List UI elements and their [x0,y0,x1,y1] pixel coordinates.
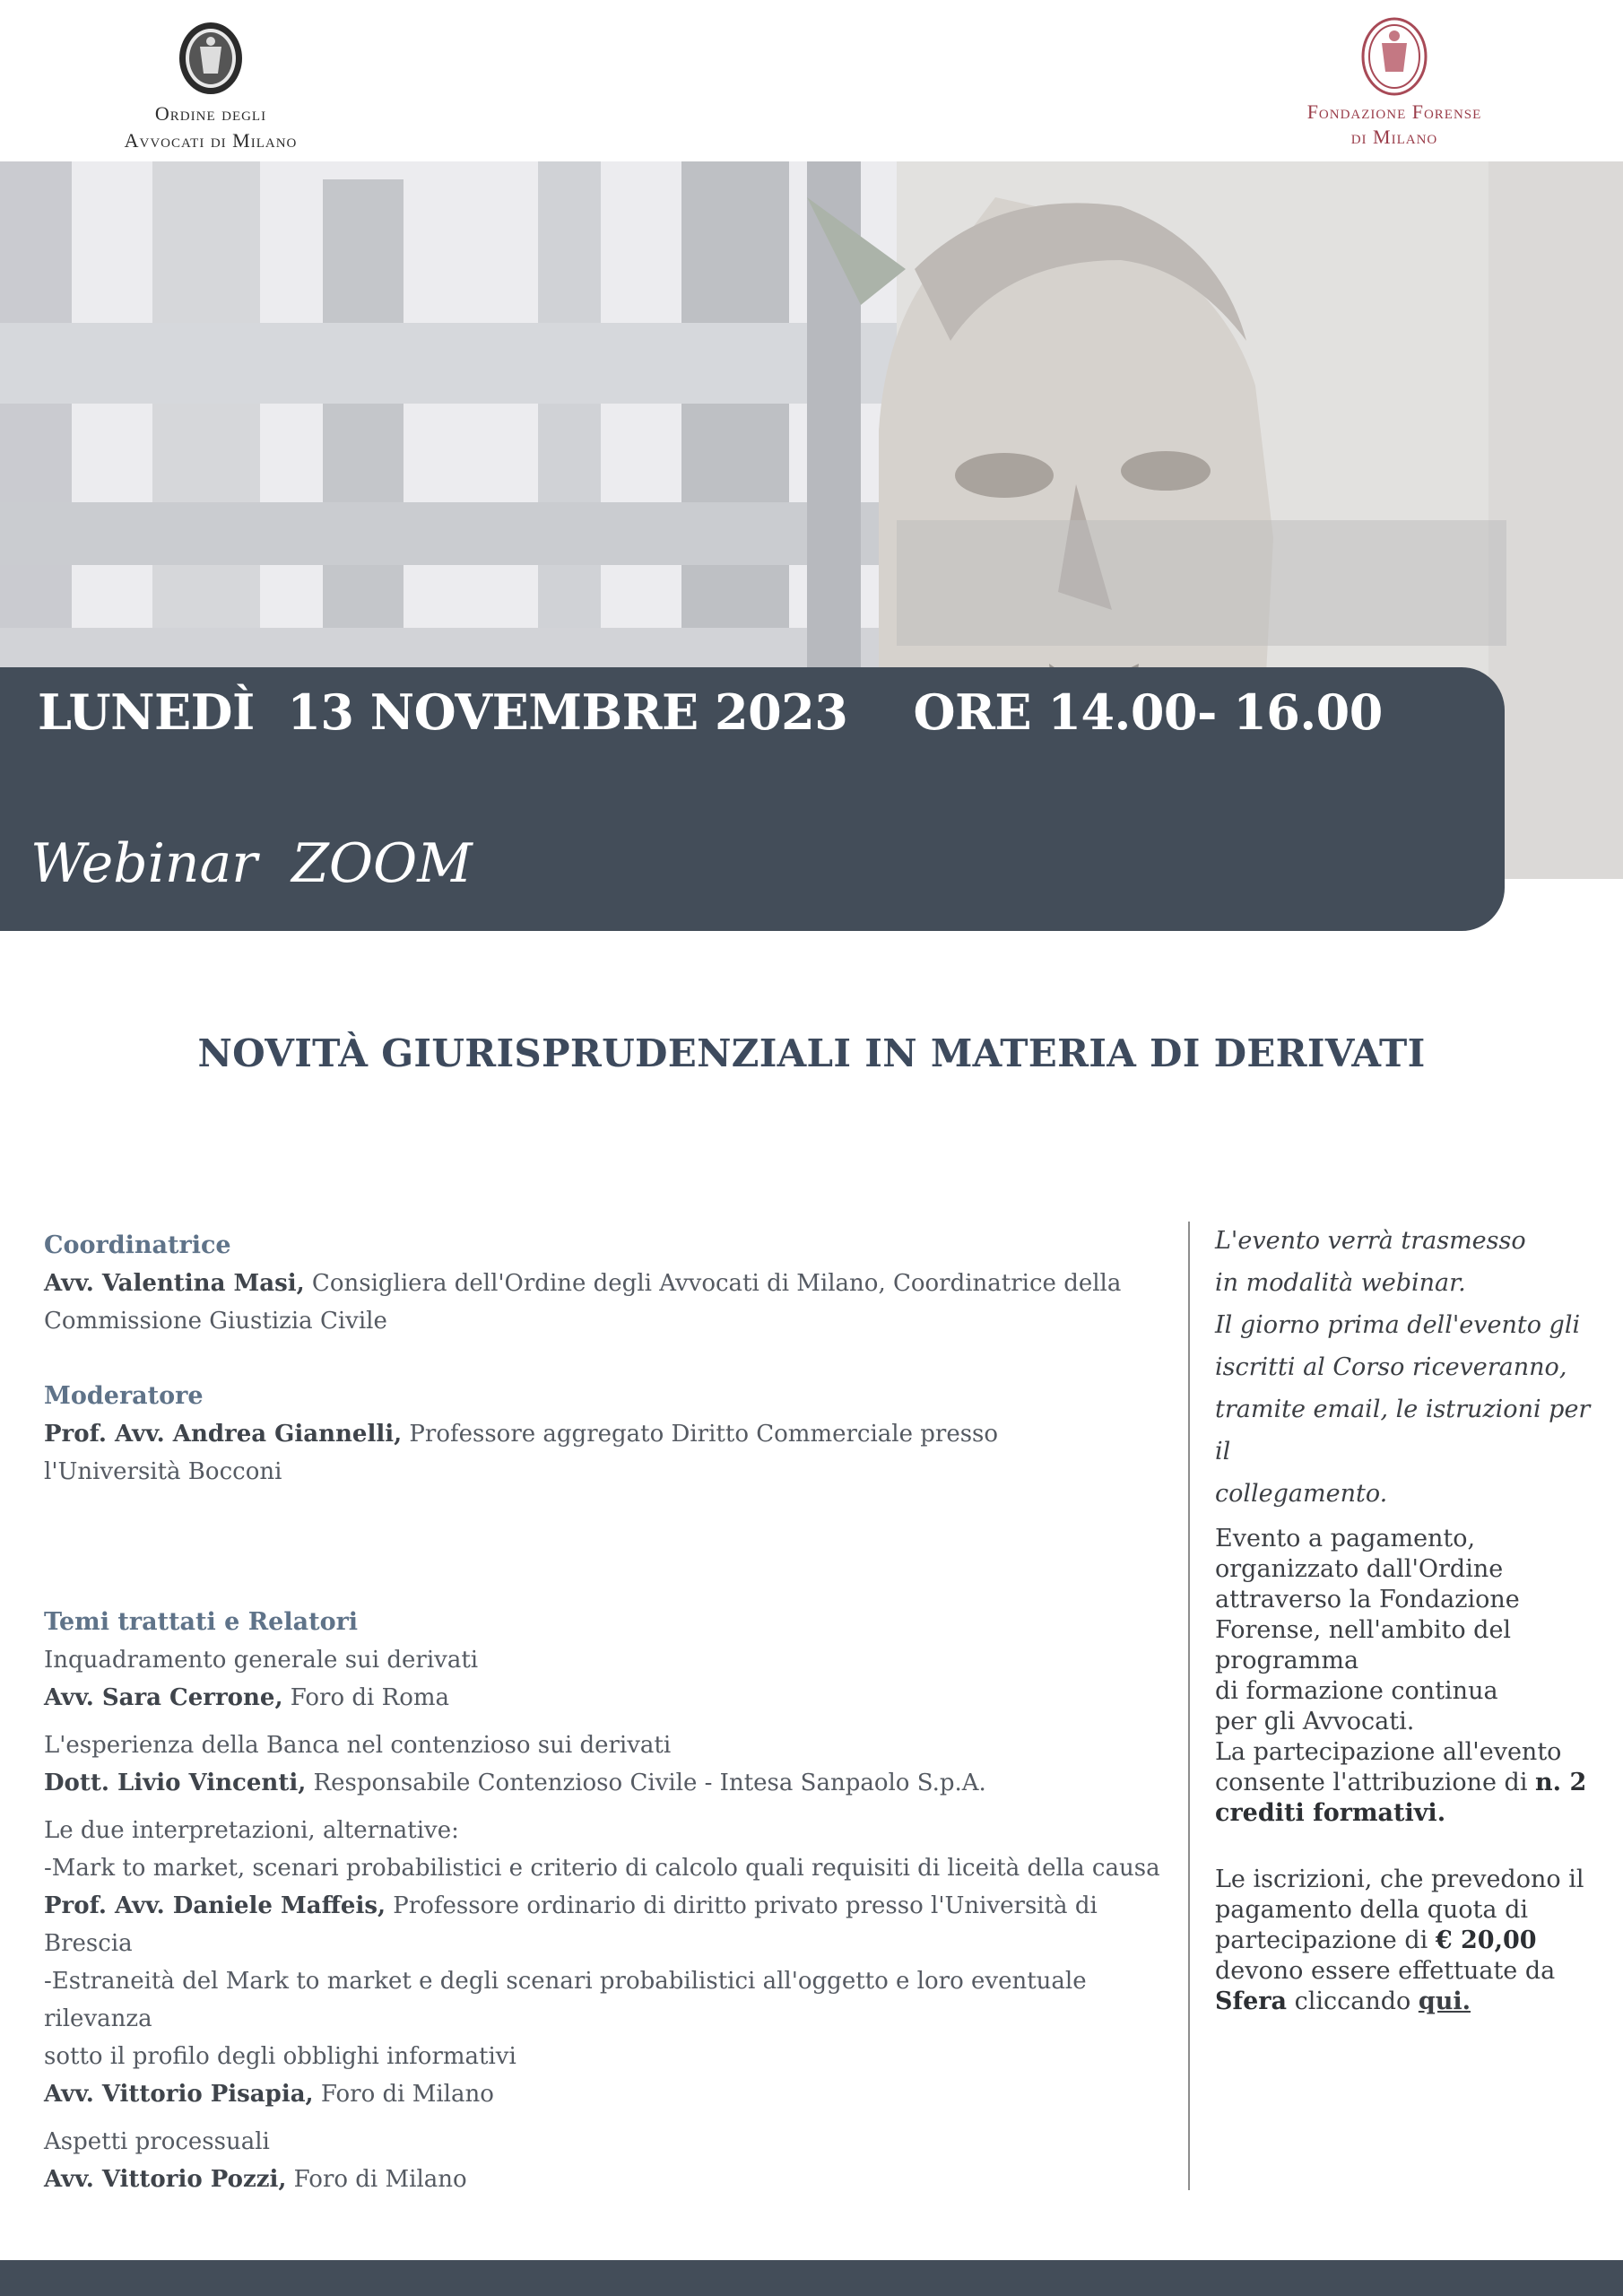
topic-2: L'esperienza della Banca nel contenzioso sui derivati [44,1732,672,1759]
registration-note-3 [1215,1926,1592,1956]
speaker-5-name: Avv. Vittorio Pozzi, [44,2166,287,2193]
speaker-2 [44,1764,1174,1802]
webinar-note-5: tramite email, le istruzioni per il [1215,1396,1591,1465]
topic-1: Inquadramento generale sui derivati [44,1647,479,1674]
fondazione-logo-line1: Fondazione Forense [1306,100,1482,123]
fondazione-logo-line2: di Milano [1350,126,1438,148]
registration-fee-label: partecipazione di [1215,1926,1436,1954]
speaker-5 [44,2161,1174,2198]
registration-link[interactable]: qui. [1418,1987,1471,2015]
temi-heading: Temi trattati e Relatori [44,1608,359,1636]
coordinatrice-role-line2: Commissione Giustizia Civile [44,1308,387,1335]
ordine-seal-icon [177,20,245,97]
registration-click-text: cliccando [1287,1987,1419,2015]
topic-3-point-b: -Estraneità del Mark to market e degli scenari probabilistici all'oggetto e loro eventuale rilevanza [44,1968,1087,2032]
moderatore-role-line2: l'Università Bocconi [44,1458,282,1485]
payment-note-4: Forense, nell'ambito del [1215,1616,1512,1644]
registration-note-1: Le iscrizioni, che prevedono il [1215,1866,1584,1893]
speaker-4 [44,2075,1174,2113]
coordinatrice-heading: Coordinatrice [44,1231,231,1259]
event-date-time: LUNEDÌ 13 NOVEMBRE 2023 ORE 14.00- 16.00 [38,683,1383,741]
speaker-1-role: Foro di Roma [282,1684,450,1711]
speaker-5-role: Foro di Milano [286,2166,467,2193]
webinar-note-2: in modalità webinar. [1215,1269,1466,1297]
credits-note-2-text: consente l'attribuzione di [1215,1769,1536,1796]
program-column [44,1227,1174,2198]
topic-3-point-a: -Mark to market, scenari probabilistici e criterio di calcolo quali requisiti di liceità della causa [44,1855,1160,1882]
column-divider [1188,1222,1190,2190]
speaker-1 [44,1679,1174,1717]
payment-note-5: programma [1215,1647,1359,1674]
payment-note-6: di formazione continua [1215,1677,1498,1705]
payment-note-3: attraverso la Fondazione [1215,1586,1520,1613]
ordine-logo-line2: Avvocati di Milano [124,129,298,152]
webinar-note-6: collegamento. [1215,1480,1388,1508]
info-sidebar [1215,1220,1592,2017]
moderatore-name: Prof. Avv. Andrea Giannelli, [44,1421,403,1448]
registration-fee: € 20,00 [1435,1926,1537,1954]
sfera-name: Sfera [1215,1987,1288,2015]
moderatore-role-line1: Professore aggregato Diritto Commerciale presso [402,1421,999,1448]
topic-3-point-b-cont: sotto il profilo degli obblighi informativi [44,2043,516,2070]
credits-count: n. 2 [1535,1769,1587,1796]
coordinatrice-role-line1: Consigliera dell'Ordine degli Avvocati di Milano, Coordinatrice della [304,1270,1122,1297]
speaker-3-name: Prof. Avv. Daniele Maffeis, [44,1892,386,1919]
registration-note-4: devono essere effettuate da [1215,1957,1556,1985]
speaker-4-role: Foro di Milano [313,2081,494,2108]
credits-label: crediti formativi. [1215,1799,1446,1827]
payment-note-7: per gli Avvocati. [1215,1708,1415,1735]
webinar-note-1: L'evento verrà trasmesso [1215,1227,1526,1255]
credits-note-2 [1215,1768,1592,1798]
speaker-3 [44,1887,1174,1962]
speaker-2-role: Responsabile Contenzioso Civile - Intesa Sanpaolo S.p.A. [306,1770,986,1796]
topic-4: Aspetti processuali [44,2128,270,2155]
registration-note-2: pagamento della quota di [1215,1896,1529,1924]
event-format: Webinar ZOOM [30,832,473,895]
moderatore-entry [44,1415,1174,1453]
speaker-4-name: Avv. Vittorio Pisapia, [44,2081,314,2108]
coordinatrice-name: Avv. Valentina Masi, [44,1270,305,1297]
coordinatrice-entry [44,1265,1174,1302]
credits-note-1: La partecipazione all'evento [1215,1738,1562,1766]
ordine-logo-line1: Ordine degli [154,102,267,125]
moderatore-heading: Moderatore [44,1382,204,1410]
webinar-note-4: iscritti al Corso riceveranno, [1215,1353,1567,1381]
payment-note-2: organizzato dall'Ordine [1215,1555,1504,1583]
speaker-1-name: Avv. Sara Cerrone, [44,1684,283,1711]
speaker-3-role: Professore ordinario di diritto privato presso l'Università di Brescia [44,1892,1098,1957]
ordine-avvocati-logo [108,20,314,151]
fondazione-seal-icon [1360,16,1428,97]
speaker-2-name: Dott. Livio Vincenti, [44,1770,307,1796]
webinar-note-3: Il giorno prima dell'evento gli [1215,1311,1581,1339]
payment-note-1: Evento a pagamento, [1215,1525,1476,1552]
topic-3-intro: Le due interpretazioni, alternative: [44,1817,459,1844]
footer-bar [0,2260,1623,2296]
credits-note-3 [1215,1798,1592,1829]
page-title: NOVITÀ GIURISPRUDENZIALI IN MATERIA DI DERIVATI [197,1031,1426,1075]
registration-note-5 [1215,1987,1592,2017]
fondazione-forense-logo [1291,16,1497,147]
